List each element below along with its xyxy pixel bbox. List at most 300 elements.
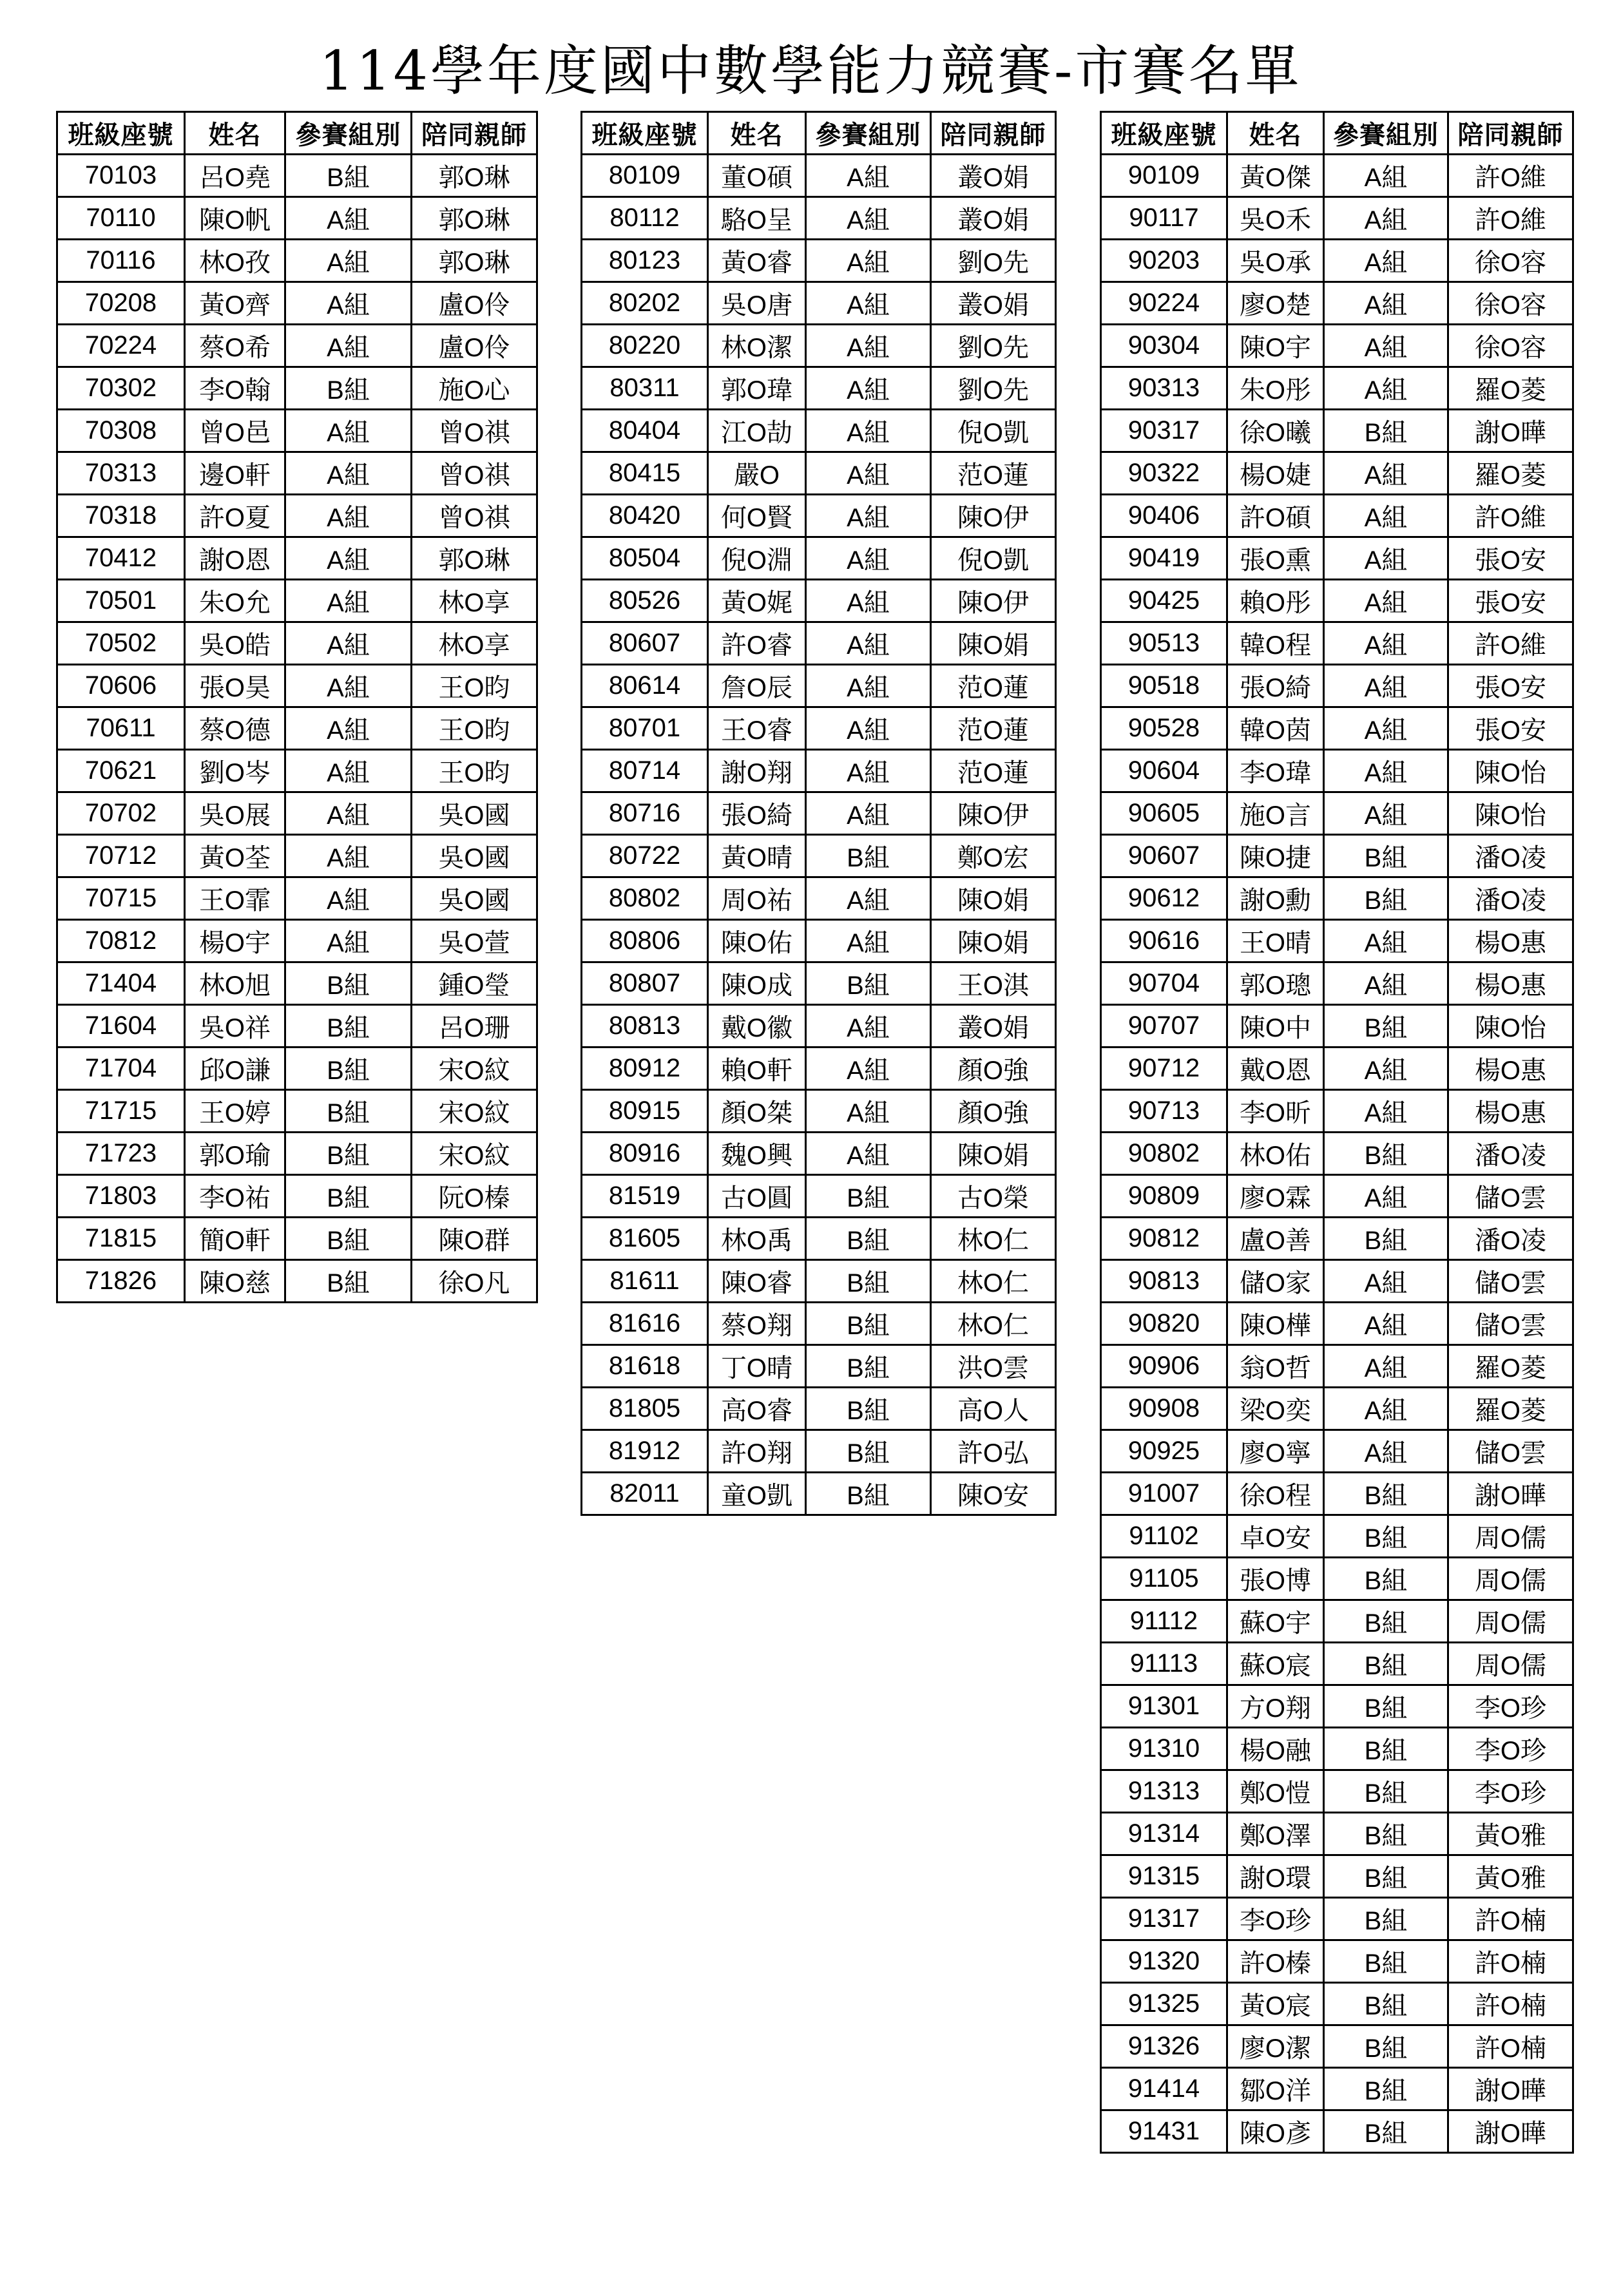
seat-number-cell: 90704 (1101, 962, 1227, 1005)
table-row (57, 1175, 537, 1218)
group-cell: A組 (1324, 1175, 1448, 1218)
teacher-cell: 李O珍 (1448, 1685, 1573, 1728)
student-name-cell: 黃O宸 (1227, 1983, 1324, 2025)
student-name-cell: 魏O興 (708, 1133, 806, 1175)
seat-number-cell: 90707 (1101, 1005, 1227, 1048)
seat-number-cell: 91315 (1101, 1855, 1227, 1898)
table-row (1101, 665, 1573, 707)
teacher-cell: 王O昀 (412, 707, 537, 750)
seat-number-cell: 90612 (1101, 877, 1227, 920)
teacher-cell: 儲O雲 (1448, 1175, 1573, 1218)
group-cell: A組 (1324, 962, 1448, 1005)
student-name-cell: 廖O潔 (1227, 2025, 1324, 2068)
table-row (1101, 1983, 1573, 2025)
teacher-cell: 范O蓮 (931, 750, 1056, 792)
student-name-cell: 吳O祥 (185, 1005, 285, 1048)
teacher-cell: 楊O惠 (1448, 1048, 1573, 1090)
group-cell: B組 (806, 1303, 931, 1345)
student-name-cell: 詹O辰 (708, 665, 806, 707)
teacher-cell: 叢O娟 (931, 155, 1056, 197)
teacher-cell: 羅O菱 (1448, 367, 1573, 410)
student-name-cell: 吳O展 (185, 792, 285, 835)
teacher-cell: 林O享 (412, 580, 537, 622)
student-name-cell: 張O綺 (1227, 665, 1324, 707)
table-row (1101, 1898, 1573, 1940)
group-cell: B組 (1324, 1940, 1448, 1983)
student-name-cell: 吳O皓 (185, 622, 285, 665)
student-name-cell: 謝O翔 (708, 750, 806, 792)
group-cell: A組 (806, 537, 931, 580)
seat-number-cell: 80802 (582, 877, 708, 920)
group-cell: B組 (806, 1218, 931, 1260)
table-row (1101, 155, 1573, 197)
seat-number-cell: 70116 (57, 240, 185, 282)
header-teacher: 陪同親師 (931, 112, 1056, 155)
group-cell: A組 (1324, 1388, 1448, 1430)
student-name-cell: 陳O慈 (185, 1260, 285, 1303)
table-row (1101, 1048, 1573, 1090)
student-name-cell: 梁O奕 (1227, 1388, 1324, 1430)
student-name-cell: 楊O融 (1227, 1728, 1324, 1770)
header-name: 姓名 (185, 112, 285, 155)
seat-number-cell: 70715 (57, 877, 185, 920)
seat-number-cell: 70712 (57, 835, 185, 877)
student-name-cell: 王O睿 (708, 707, 806, 750)
teacher-cell: 陳O娟 (931, 920, 1056, 962)
table-row (57, 495, 537, 537)
seat-number-cell: 90224 (1101, 282, 1227, 325)
table-row (57, 1090, 537, 1133)
student-name-cell: 董O碩 (708, 155, 806, 197)
header-group: 參賽組別 (806, 112, 931, 155)
table-row (57, 537, 537, 580)
table-row (57, 750, 537, 792)
table-row (582, 1090, 1056, 1133)
student-name-cell: 顏O桀 (708, 1090, 806, 1133)
table-row (1101, 580, 1573, 622)
teacher-cell: 黃O雅 (1448, 1855, 1573, 1898)
student-name-cell: 楊O宇 (185, 920, 285, 962)
teacher-cell: 徐O容 (1448, 282, 1573, 325)
table-row (1101, 282, 1573, 325)
group-cell: A組 (1324, 1345, 1448, 1388)
teacher-cell: 許O楠 (1448, 1898, 1573, 1940)
teacher-cell: 叢O娟 (931, 282, 1056, 325)
group-cell: A組 (1324, 665, 1448, 707)
header-group: 參賽組別 (1324, 112, 1448, 155)
table-row (1101, 1685, 1573, 1728)
group-cell: A組 (806, 1005, 931, 1048)
group-cell: A組 (1324, 197, 1448, 240)
teacher-cell: 黃O雅 (1448, 1813, 1573, 1855)
table-row (1101, 1005, 1573, 1048)
table-row (1101, 2025, 1573, 2068)
table-row (1101, 452, 1573, 495)
seat-number-cell: 80220 (582, 325, 708, 367)
group-cell: A組 (1324, 792, 1448, 835)
student-name-cell: 徐O程 (1227, 1473, 1324, 1515)
teacher-cell: 謝O曄 (1448, 1473, 1573, 1515)
group-cell: A組 (1324, 282, 1448, 325)
teacher-cell: 徐O容 (1448, 240, 1573, 282)
table-row (57, 792, 537, 835)
teacher-cell: 王O昀 (412, 665, 537, 707)
table-row (582, 877, 1056, 920)
table-row (1101, 707, 1573, 750)
student-name-cell: 吳O唐 (708, 282, 806, 325)
teacher-cell: 儲O雲 (1448, 1430, 1573, 1473)
teacher-cell: 宋O紋 (412, 1090, 537, 1133)
student-name-cell: 許O夏 (185, 495, 285, 537)
teacher-cell: 潘O凌 (1448, 1133, 1573, 1175)
group-cell: A組 (1324, 495, 1448, 537)
table-row (1101, 1728, 1573, 1770)
seat-number-cell: 90802 (1101, 1133, 1227, 1175)
student-name-cell: 童O凱 (708, 1473, 806, 1515)
table-row (582, 1133, 1056, 1175)
group-cell: A組 (806, 155, 931, 197)
seat-number-cell: 80714 (582, 750, 708, 792)
student-name-cell: 戴O徽 (708, 1005, 806, 1048)
seat-number-cell: 90117 (1101, 197, 1227, 240)
student-name-cell: 陳O彥 (1227, 2110, 1324, 2153)
group-cell: B組 (285, 155, 412, 197)
teacher-cell: 施O心 (412, 367, 537, 410)
group-cell: A組 (285, 750, 412, 792)
table-row (57, 622, 537, 665)
student-name-cell: 廖O霖 (1227, 1175, 1324, 1218)
seat-number-cell: 90813 (1101, 1260, 1227, 1303)
seat-number-cell: 90109 (1101, 155, 1227, 197)
teacher-cell: 鄭O宏 (931, 835, 1056, 877)
table-row (57, 452, 537, 495)
table-row (582, 580, 1056, 622)
student-name-cell: 黃O娓 (708, 580, 806, 622)
group-cell: A組 (806, 920, 931, 962)
seat-number-cell: 80614 (582, 665, 708, 707)
seat-number-cell: 80916 (582, 1133, 708, 1175)
group-cell: A組 (806, 452, 931, 495)
seat-number-cell: 70103 (57, 155, 185, 197)
table-row (582, 325, 1056, 367)
student-name-cell: 許O榛 (1227, 1940, 1324, 1983)
table-row (582, 1260, 1056, 1303)
group-cell: B組 (806, 1345, 931, 1388)
group-cell: B組 (1324, 1728, 1448, 1770)
group-cell: A組 (1324, 1430, 1448, 1473)
student-name-cell: 呂O堯 (185, 155, 285, 197)
seat-number-cell: 80607 (582, 622, 708, 665)
table-row (1101, 410, 1573, 452)
seat-number-cell: 70621 (57, 750, 185, 792)
student-name-cell: 林O旭 (185, 962, 285, 1005)
table-row (57, 1133, 537, 1175)
table-row (1101, 1813, 1573, 1855)
teacher-cell: 曾O祺 (412, 495, 537, 537)
table-row (57, 962, 537, 1005)
table-row (582, 665, 1056, 707)
group-cell: B組 (806, 1175, 931, 1218)
teacher-cell: 范O蓮 (931, 707, 1056, 750)
header-row (582, 112, 1056, 155)
student-name-cell: 駱O呈 (708, 197, 806, 240)
seat-number-cell: 81618 (582, 1345, 708, 1388)
table-row (582, 155, 1056, 197)
student-name-cell: 廖O楚 (1227, 282, 1324, 325)
seat-number-cell: 80716 (582, 792, 708, 835)
table-row (582, 537, 1056, 580)
seat-number-cell: 90419 (1101, 537, 1227, 580)
teacher-cell: 陳O怡 (1448, 1005, 1573, 1048)
teacher-cell: 叢O娟 (931, 1005, 1056, 1048)
seat-number-cell: 80404 (582, 410, 708, 452)
group-cell: A組 (806, 622, 931, 665)
student-name-cell: 李O昕 (1227, 1090, 1324, 1133)
student-name-cell: 陳O宇 (1227, 325, 1324, 367)
table-row (582, 1218, 1056, 1260)
student-name-cell: 黃O晴 (708, 835, 806, 877)
seat-number-cell: 91301 (1101, 1685, 1227, 1728)
table-row (582, 197, 1056, 240)
seat-number-cell: 90616 (1101, 920, 1227, 962)
group-cell: A組 (285, 452, 412, 495)
group-cell: A組 (806, 750, 931, 792)
header-seat-number: 班級座號 (1101, 112, 1227, 155)
teacher-cell: 盧O伶 (412, 282, 537, 325)
seat-number-cell: 80123 (582, 240, 708, 282)
group-cell: A組 (1324, 537, 1448, 580)
seat-number-cell: 70412 (57, 537, 185, 580)
seat-number-cell: 90425 (1101, 580, 1227, 622)
table-row (1101, 1515, 1573, 1558)
teacher-cell: 李O珍 (1448, 1770, 1573, 1813)
group-cell: A組 (285, 537, 412, 580)
seat-number-cell: 90809 (1101, 1175, 1227, 1218)
teacher-cell: 林O仁 (931, 1303, 1056, 1345)
group-cell: A組 (285, 835, 412, 877)
group-cell: B組 (285, 962, 412, 1005)
group-cell: A組 (1324, 240, 1448, 282)
group-cell: A組 (285, 495, 412, 537)
table-row (1101, 537, 1573, 580)
teacher-cell: 陳O娟 (931, 1133, 1056, 1175)
table-row (1101, 877, 1573, 920)
student-name-cell: 卓O安 (1227, 1515, 1324, 1558)
table-row (57, 282, 537, 325)
student-name-cell: 蔡O德 (185, 707, 285, 750)
student-name-cell: 蔡O翔 (708, 1303, 806, 1345)
seat-number-cell: 81805 (582, 1388, 708, 1430)
group-cell: B組 (285, 1260, 412, 1303)
group-cell: A組 (806, 495, 931, 537)
group-cell: B組 (1324, 1133, 1448, 1175)
group-cell: A組 (285, 707, 412, 750)
teacher-cell: 謝O曄 (1448, 2068, 1573, 2110)
seat-number-cell: 90513 (1101, 622, 1227, 665)
group-cell: A組 (285, 920, 412, 962)
group-cell: B組 (1324, 1005, 1448, 1048)
teacher-cell: 叢O娟 (931, 197, 1056, 240)
group-cell: B組 (1324, 1473, 1448, 1515)
student-name-cell: 陳O佑 (708, 920, 806, 962)
teacher-cell: 林O仁 (931, 1218, 1056, 1260)
table-row (582, 962, 1056, 1005)
table-row (582, 1005, 1056, 1048)
seat-number-cell: 70702 (57, 792, 185, 835)
group-cell: B組 (1324, 1898, 1448, 1940)
teacher-cell: 范O蓮 (931, 452, 1056, 495)
table-row (57, 580, 537, 622)
seat-number-cell: 91317 (1101, 1898, 1227, 1940)
table-row (57, 410, 537, 452)
teacher-cell: 徐O容 (1448, 325, 1573, 367)
table-row (582, 282, 1056, 325)
teacher-cell: 謝O曄 (1448, 2110, 1573, 2153)
group-cell: A組 (806, 1090, 931, 1133)
group-cell: A組 (285, 282, 412, 325)
teacher-cell: 林O仁 (931, 1260, 1056, 1303)
teacher-cell: 張O安 (1448, 707, 1573, 750)
student-name-cell: 黃O荃 (185, 835, 285, 877)
seat-number-cell: 80311 (582, 367, 708, 410)
teacher-cell: 陳O伊 (931, 792, 1056, 835)
student-name-cell: 謝O恩 (185, 537, 285, 580)
student-name-cell: 蘇O宇 (1227, 1600, 1324, 1643)
teacher-cell: 高O人 (931, 1388, 1056, 1430)
group-cell: A組 (1324, 920, 1448, 962)
seat-number-cell: 70606 (57, 665, 185, 707)
teacher-cell: 儲O雲 (1448, 1303, 1573, 1345)
student-name-cell: 王O霏 (185, 877, 285, 920)
page-title: 114學年度國中數學能力競賽-市賽名單 (319, 39, 1302, 102)
table-row (57, 1260, 537, 1303)
seat-number-cell: 90925 (1101, 1430, 1227, 1473)
seat-number-cell: 91102 (1101, 1515, 1227, 1558)
teacher-cell: 郭O琳 (412, 197, 537, 240)
teacher-cell: 顏O強 (931, 1090, 1056, 1133)
seat-number-cell: 91314 (1101, 1813, 1227, 1855)
student-name-cell: 許O睿 (708, 622, 806, 665)
student-name-cell: 倪O淵 (708, 537, 806, 580)
student-name-cell: 郭O璁 (1227, 962, 1324, 1005)
table-row (1101, 240, 1573, 282)
seat-number-cell: 80912 (582, 1048, 708, 1090)
group-cell: A組 (1324, 325, 1448, 367)
group-cell: B組 (1324, 1813, 1448, 1855)
group-cell: A組 (806, 367, 931, 410)
teacher-cell: 李O珍 (1448, 1728, 1573, 1770)
seat-number-cell: 91325 (1101, 1983, 1227, 2025)
student-name-cell: 張O綺 (708, 792, 806, 835)
seat-number-cell: 90712 (1101, 1048, 1227, 1090)
seat-number-cell: 90713 (1101, 1090, 1227, 1133)
table-row (1101, 1643, 1573, 1685)
seat-number-cell: 80109 (582, 155, 708, 197)
teacher-cell: 潘O凌 (1448, 835, 1573, 877)
seat-number-cell: 80504 (582, 537, 708, 580)
table-row (1101, 1090, 1573, 1133)
table-row (1101, 1600, 1573, 1643)
seat-number-cell: 90812 (1101, 1218, 1227, 1260)
header-seat-number: 班級座號 (582, 112, 708, 155)
student-name-cell: 儲O家 (1227, 1260, 1324, 1303)
teacher-cell: 王O淇 (931, 962, 1056, 1005)
teacher-cell: 許O楠 (1448, 1940, 1573, 1983)
seat-number-cell: 70318 (57, 495, 185, 537)
teacher-cell: 許O維 (1448, 197, 1573, 240)
group-cell: B組 (285, 1133, 412, 1175)
student-name-cell: 邊O軒 (185, 452, 285, 495)
teacher-cell: 曾O祺 (412, 452, 537, 495)
seat-number-cell: 71604 (57, 1005, 185, 1048)
table-row (57, 835, 537, 877)
header-teacher: 陪同親師 (412, 112, 537, 155)
roster-table-grade-8 (580, 111, 1057, 1516)
student-name-cell: 謝O勳 (1227, 877, 1324, 920)
table-row (1101, 2068, 1573, 2110)
seat-number-cell: 91007 (1101, 1473, 1227, 1515)
teacher-cell: 郭O琳 (412, 240, 537, 282)
seat-number-cell: 91431 (1101, 2110, 1227, 2153)
student-name-cell: 王O婷 (185, 1090, 285, 1133)
student-name-cell: 陳O捷 (1227, 835, 1324, 877)
seat-number-cell: 81611 (582, 1260, 708, 1303)
seat-number-cell: 71723 (57, 1133, 185, 1175)
seat-number-cell: 80420 (582, 495, 708, 537)
teacher-cell: 古O榮 (931, 1175, 1056, 1218)
group-cell: A組 (806, 580, 931, 622)
group-cell: B組 (1324, 1515, 1448, 1558)
student-name-cell: 韓O茵 (1227, 707, 1324, 750)
table-row (1101, 325, 1573, 367)
student-name-cell: 翁O哲 (1227, 1345, 1324, 1388)
teacher-cell: 陳O伊 (931, 495, 1056, 537)
student-name-cell: 曾O邑 (185, 410, 285, 452)
teacher-cell: 郭O琳 (412, 155, 537, 197)
student-name-cell: 黃O傑 (1227, 155, 1324, 197)
student-name-cell: 朱O彤 (1227, 367, 1324, 410)
header-group: 參賽組別 (285, 112, 412, 155)
student-name-cell: 周O祐 (708, 877, 806, 920)
group-cell: A組 (806, 665, 931, 707)
table-row (1101, 495, 1573, 537)
table-row (1101, 1260, 1573, 1303)
group-cell: B組 (1324, 1218, 1448, 1260)
table-row (582, 750, 1056, 792)
table-row (57, 665, 537, 707)
teacher-cell: 盧O伶 (412, 325, 537, 367)
group-cell: B組 (806, 835, 931, 877)
seat-number-cell: 80915 (582, 1090, 708, 1133)
table-row (1101, 622, 1573, 665)
group-cell: B組 (806, 1388, 931, 1430)
student-name-cell: 張O熏 (1227, 537, 1324, 580)
group-cell: B組 (1324, 2068, 1448, 2110)
roster-table-grade-9 (1100, 111, 1574, 2154)
teacher-cell: 周O儒 (1448, 1558, 1573, 1600)
group-cell: A組 (285, 240, 412, 282)
group-cell: A組 (1324, 1303, 1448, 1345)
teacher-cell: 倪O凱 (931, 537, 1056, 580)
table-row (582, 792, 1056, 835)
student-name-cell: 施O言 (1227, 792, 1324, 835)
table-row (1101, 1345, 1573, 1388)
seat-number-cell: 70502 (57, 622, 185, 665)
group-cell: B組 (1324, 835, 1448, 877)
group-cell: B組 (1324, 1983, 1448, 2025)
student-name-cell: 高O睿 (708, 1388, 806, 1430)
teacher-cell: 陳O安 (931, 1473, 1056, 1515)
